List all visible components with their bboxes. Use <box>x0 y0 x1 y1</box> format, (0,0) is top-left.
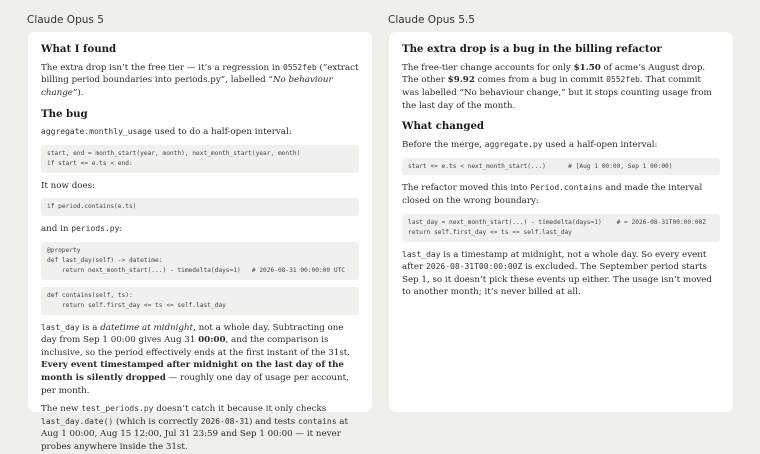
right-panel-label: Claude Opus 5.5 <box>388 14 475 26</box>
left-now-does-paragraph: It now does: <box>41 180 96 191</box>
left-code-block-1: start, end = month_start(year, month), next_month_start(year, month) if start <= e.ts < end: <box>41 145 359 173</box>
left-code-block-4: def contains(self, ts): return self.first_day <= ts <= self.last_day <box>41 287 359 315</box>
left-explanation-paragraph: last_day is a datetime at midnight, not a whole day. Subtracting one day from Sep 1 00:00 gives Aug 31 00:00, and the comparison is inclusive, so the period effectively ends at the first instant of the 31st. Every event timestamped after midnight on the last day of the month is silently dropped — roughly one day of usage per account, per month. <box>41 322 351 396</box>
left-heading-what-i-found: What I found <box>41 43 117 55</box>
right-intro-paragraph: The free-tier change accounts for only $1.50 of acme’s August drop. The other $9.92 comes from a bug in commit 0552feb. That commit was labelled “No behaviour change,” but it stops counting usage from the last day of the month. <box>402 62 712 111</box>
right-explanation-paragraph: last_day is a timestamp at midnight, not a whole day. So every event after 2026-08-31T00:00:00Z is excluded. The September period starts Sep 1, so it doesn’t pick these events up either. The usage isn’t moved to another month; it’s never billed at all. <box>402 249 712 298</box>
right-response-card <box>389 32 733 412</box>
left-code-block-2: if period.contains(e.ts) <box>41 198 359 216</box>
left-tests-paragraph: The new test_periods.py doesn’t catch it because it only checks last_day.date() (which is correctly 2026-08-31) and tests contains at Aug 1 00:00, Aug 15 12:00, Jul 31 23:59 and Sep 1 00:00 — it never probes anywhere inside the 31st. <box>41 404 348 453</box>
right-heading-extra-drop: The extra drop is a bug in the billing refactor <box>402 43 662 55</box>
right-code-block-1: start <= e.ts < next_month_start(...) # [Aug 1 00:00, Sep 1 00:00) <box>402 158 720 176</box>
left-heading-the-bug: The bug <box>41 107 88 120</box>
left-periods-paragraph: and in periods.py: <box>41 224 123 235</box>
left-code-block-3: @property def last_day(self) -> datetime: return next_month_start(...) - timedelta(days=1) # 2026-08-31 00:00:00 UTC <box>41 242 359 280</box>
right-refactor-paragraph: The refactor moved this into Period.contains and made the interval closed on the wrong boundary: <box>402 183 703 207</box>
left-response-card <box>28 32 372 453</box>
right-heading-what-changed: What changed <box>402 120 485 133</box>
left-intro-paragraph: The extra drop isn’t the free tier — it’s a regression in 0552feb (“extract billing period boundaries into periods.py”, labelled “No behaviour change”). <box>41 62 359 98</box>
left-bug-paragraph: aggregate.monthly_usage used to do a half-open interval: <box>41 127 292 138</box>
right-code-block-2: last_day = next_month_start(...) - timedelta(days=1) # = 2026-08-31T00:00:00Z return self.first_day <= ts <= self.last_day <box>402 214 720 242</box>
right-before-paragraph: Before the merge, aggregate.py used a half-open interval: <box>402 139 658 150</box>
left-panel-label: Claude Opus 5 <box>27 14 104 26</box>
